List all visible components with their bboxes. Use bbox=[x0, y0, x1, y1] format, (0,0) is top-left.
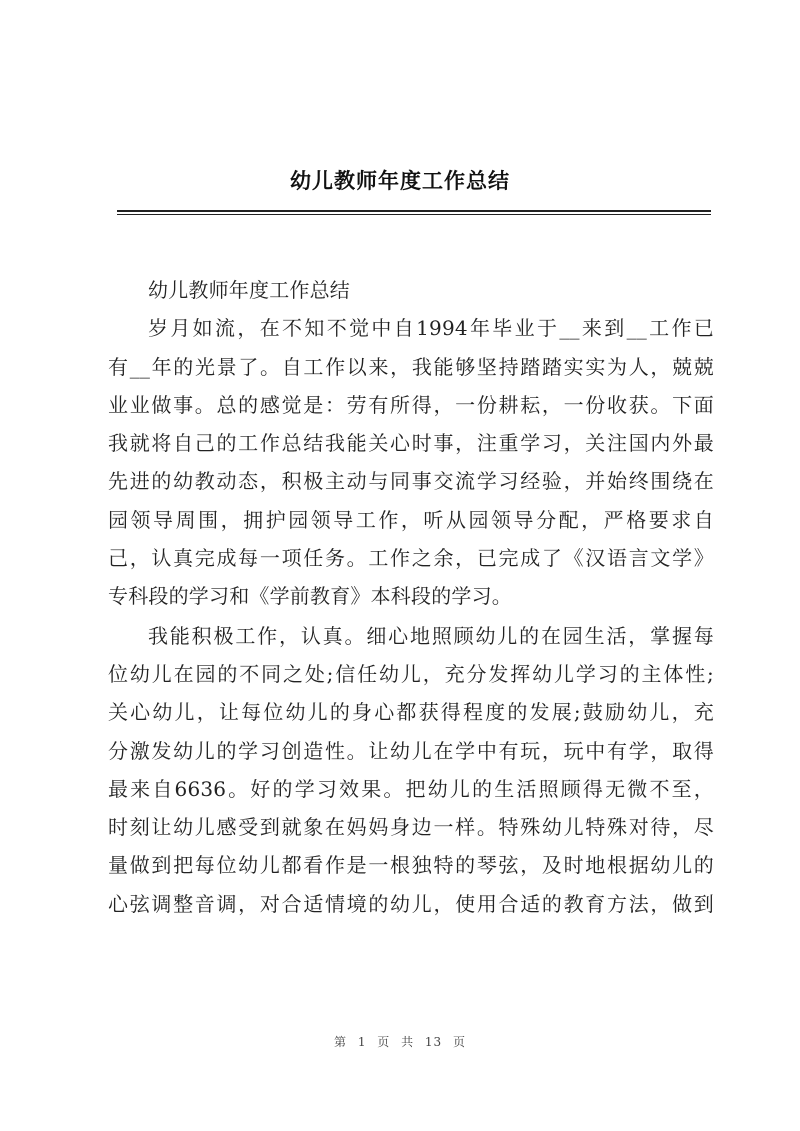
body-line: 岁月如流，在不知不觉中自1994年毕业于__来到__工作已 bbox=[148, 316, 714, 341]
document-body bbox=[108, 271, 714, 923]
body-line: 量做到把每位幼儿都看作是一根独特的琴弦，及时地根据幼儿的 bbox=[108, 853, 714, 878]
title-underline-thin bbox=[117, 214, 711, 215]
body-line: 先进的幼教动态，积极主动与同事交流学习经验，并始终围绕在 bbox=[108, 469, 714, 494]
body-line: 业业做事。总的感觉是：劳有所得，一份耕耘，一份收获。下面 bbox=[108, 392, 714, 417]
body-line: 关心幼儿，让每位幼儿的身心都获得程度的发展;鼓励幼儿，充 bbox=[108, 700, 714, 725]
body-line: 时刻让幼儿感受到就象在妈妈身边一样。特殊幼儿特殊对待，尽 bbox=[108, 815, 714, 840]
page-number-footer: 第 1 页 共 13 页 bbox=[334, 1035, 466, 1049]
body-line: 园领导周围，拥护园领导工作，听从园领导分配，严格要求自 bbox=[108, 507, 714, 532]
body-line: 最来自6636。好的学习效果。把幼儿的生活照顾得无微不至， bbox=[108, 776, 714, 801]
body-line: 心弦调整音调，对合适情境的幼儿，使用合适的教育方法，做到 bbox=[108, 891, 714, 916]
body-line: 专科段的学习和《学前教育》本科段的学习。 bbox=[108, 584, 512, 609]
body-line: 我能积极工作，认真。细心地照顾幼儿的在园生活，掌握每 bbox=[148, 623, 714, 648]
body-line: 分激发幼儿的学习创造性。让幼儿在学中有玩，玩中有学，取得 bbox=[108, 738, 714, 763]
title-underline-thick bbox=[117, 210, 711, 212]
body-line: 有__年的光景了。自工作以来，我能够坚持踏踏实实为人，兢兢 bbox=[108, 354, 714, 379]
document-title: 幼儿教师年度工作总结 bbox=[290, 169, 510, 193]
body-line: 我就将自己的工作总结我能关心时事，注重学习，关注国内外最 bbox=[108, 431, 714, 456]
body-line: 位幼儿在园的不同之处;信任幼儿，充分发挥幼儿学习的主体性; bbox=[108, 661, 714, 686]
body-line: 己，认真完成每一项任务。工作之余，已完成了《汉语言文学》 bbox=[108, 546, 714, 571]
body-line: 幼儿教师年度工作总结 bbox=[148, 278, 350, 302]
